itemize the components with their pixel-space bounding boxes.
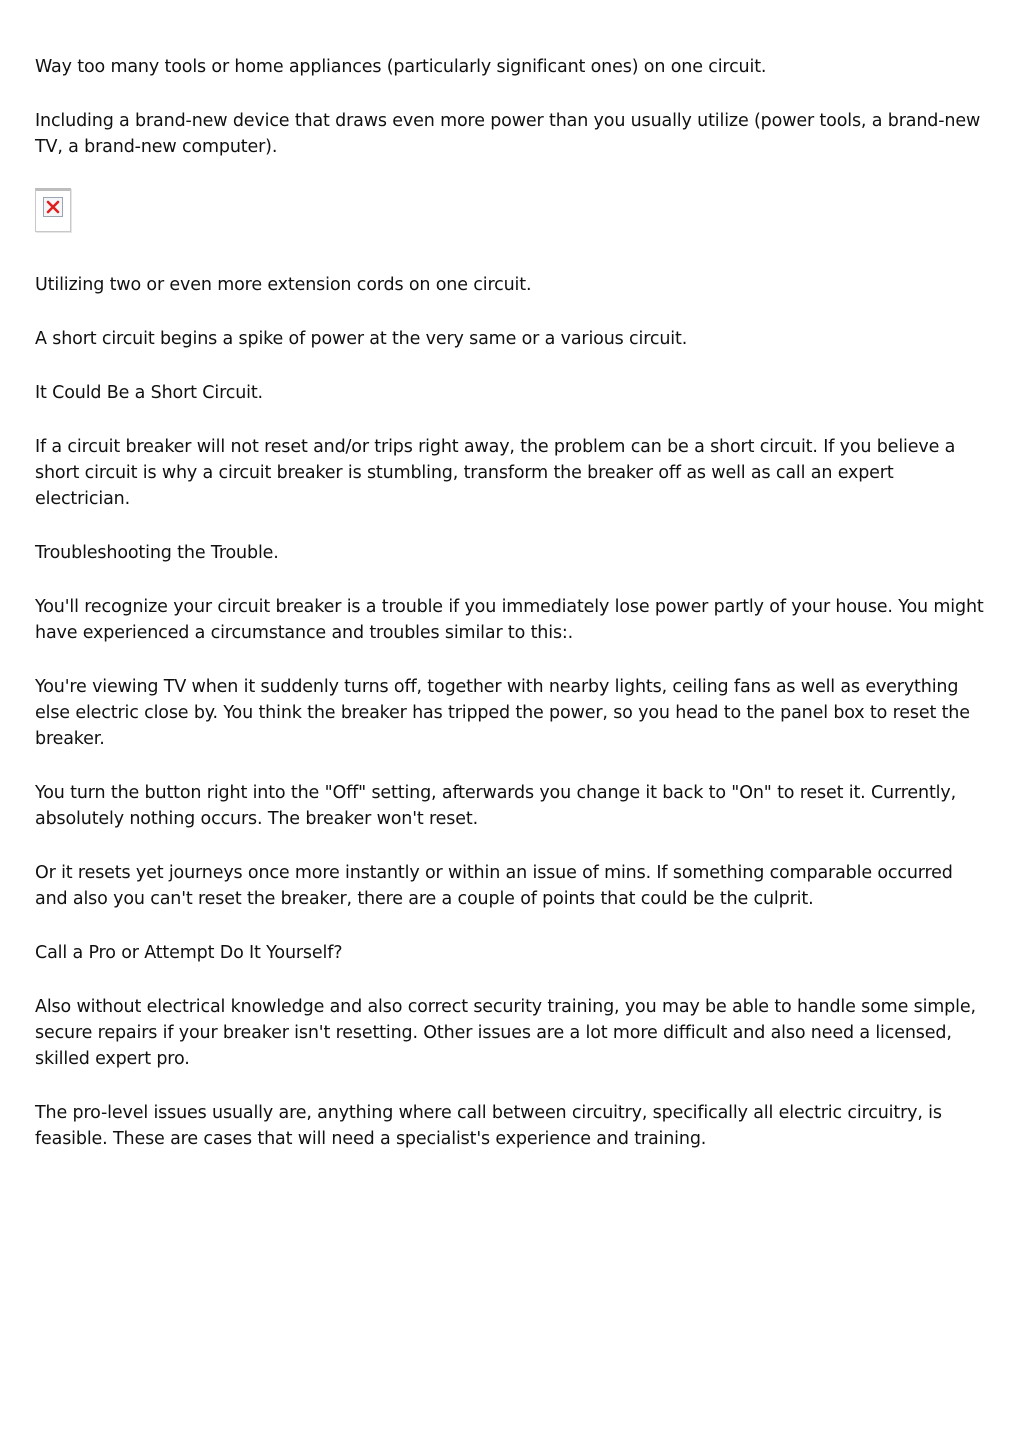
broken-image-icon bbox=[43, 197, 63, 217]
section-heading: Call a Pro or Attempt Do It Yourself? bbox=[35, 943, 343, 963]
paragraph: A short circuit begins a spike of power at the very same or a various circuit. bbox=[35, 329, 688, 349]
paragraph: Way too many tools or home appliances (particularly significant ones) on one circuit. bbox=[35, 57, 767, 77]
paragraph: You're viewing TV when it suddenly turns off, together with nearby lights, ceiling fans as well as everything else electric close by. You think the breaker has tripped the power, so you head to the panel box to reset the breaker. bbox=[35, 677, 970, 749]
section-heading: Troubleshooting the Trouble. bbox=[35, 543, 279, 563]
paragraph: Including a brand-new device that draws even more power than you usually utilize (power tools, a brand-new TV, a brand-new computer). bbox=[35, 111, 981, 157]
paragraph: You turn the button right into the "Off" setting, afterwards you change it back to "On" to reset it. Currently, absolutely nothing occurs. The breaker won't reset. bbox=[35, 783, 957, 829]
paragraph: If a circuit breaker will not reset and/or trips right away, the problem can be a short circuit. If you believe a short circuit is why a circuit breaker is stumbling, transform the breaker off as well as call an expert electrician. bbox=[35, 437, 956, 509]
red-x-icon bbox=[46, 200, 60, 214]
section-heading: It Could Be a Short Circuit. bbox=[35, 383, 263, 403]
paragraph: The pro-level issues usually are, anything where call between circuitry, specifically all electric circuitry, is feasible. These are cases that will need a specialist's experience and training. bbox=[35, 1103, 942, 1149]
document-body bbox=[35, 54, 989, 1180]
broken-image-placeholder bbox=[35, 188, 71, 232]
paragraph: Also without electrical knowledge and also correct security training, you may be able to handle some simple, secure repairs if your breaker isn't resetting. Other issues are a lot more difficult and also need a licensed, skilled expert pro. bbox=[35, 997, 976, 1069]
paragraph: You'll recognize your circuit breaker is a trouble if you immediately lose power partly of your house. You might have experienced a circumstance and troubles similar to this:. bbox=[35, 597, 984, 643]
paragraph: Utilizing two or even more extension cords on one circuit. bbox=[35, 275, 532, 295]
paragraph: Or it resets yet journeys once more instantly or within an issue of mins. If something comparable occurred and also you can't reset the breaker, there are a couple of points that could be the culprit. bbox=[35, 863, 953, 909]
